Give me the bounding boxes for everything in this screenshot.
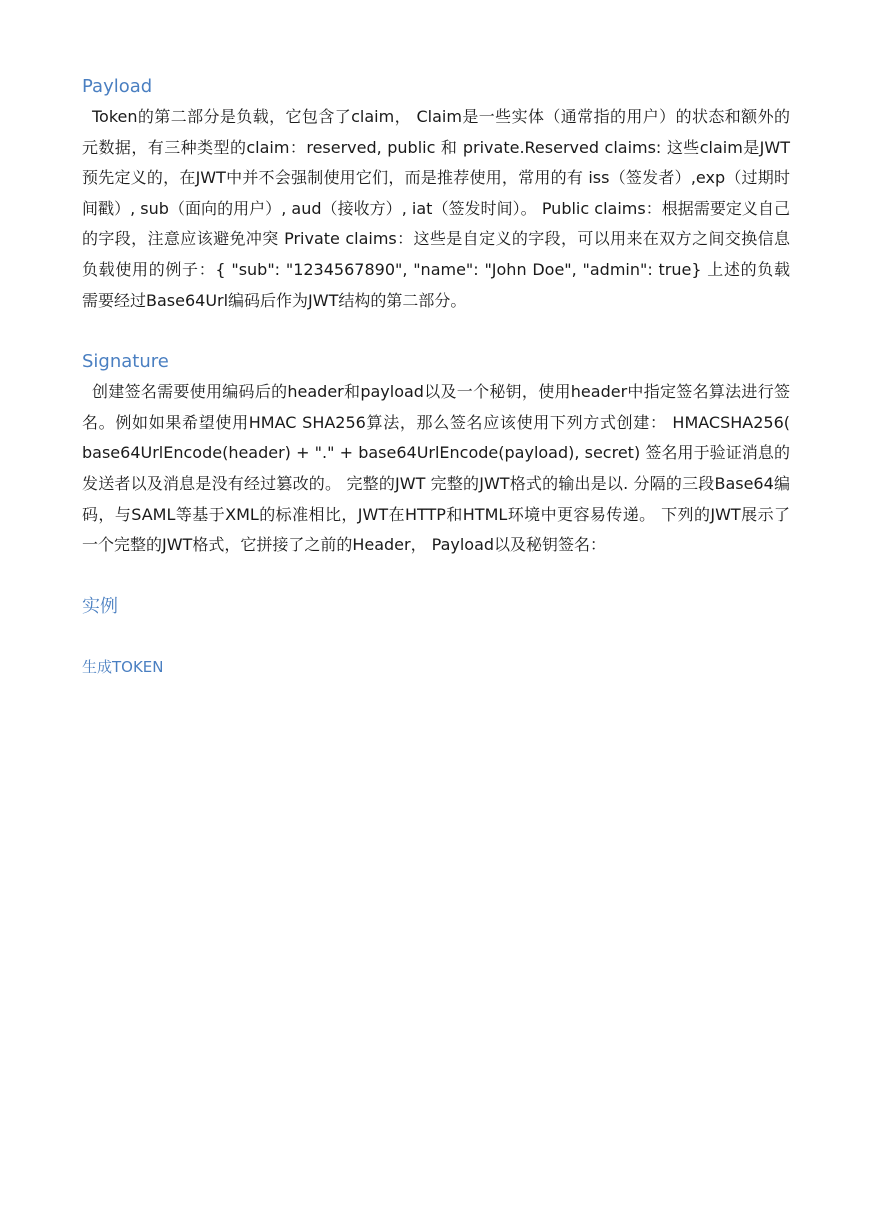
signature-heading: Signature	[82, 351, 169, 373]
generate-token-subheading: 生成TOKEN	[82, 657, 164, 676]
payload-heading: Payload	[82, 76, 153, 97]
payload-paragraph: Token的第二部分是负载，它包含了claim， Claim是一些实体（通常指的用户）的状态和额外的元数据，有三种类型的claim：reserved, public 和 private.Reserved claims: 这些claim是JWT预先定义的，在JWT中并不会强制使用它们，而是推荐使用，常用的有 iss（签发者）,exp（过期时间戳）, sub（面向的用户）, aud（接收方）, iat（签发时间）。 Public claims：根据需要定义自己的字段，注意应该避免冲突 Private claims：这些是自定义的字段，可以用来在双方之间交换信息 负载使用的例子：{ "sub": "1234567890", "name": "John Doe", "admin": true} 上述的负载需要经过Base64Url编码后作为JWT结构的第二部分。	[82, 107, 790, 310]
document-page	[82, 72, 790, 680]
signature-paragraph: 创建签名需要使用编码后的header和payload以及一个秘钥，使用header中指定签名算法进行签名。例如如果希望使用HMAC SHA256算法，那么签名应该使用下列方式创建： HMACSHA256( base64UrlEncode(header) + "." + base64UrlEncode(payload), secret) 签名用于验证消息的发送者以及消息是没有经过篡改的。 完整的JWT 完整的JWT格式的输出是以. 分隔的三段Base64编码，与SAML等基于XML的标准相比，JWT在HTTP和HTML环境中更容易传递。 下列的JWT展示了一个完整的JWT格式，它拼接了之前的Header， Payload以及秘钥签名：	[82, 382, 790, 555]
example-heading: 实例	[82, 595, 118, 617]
